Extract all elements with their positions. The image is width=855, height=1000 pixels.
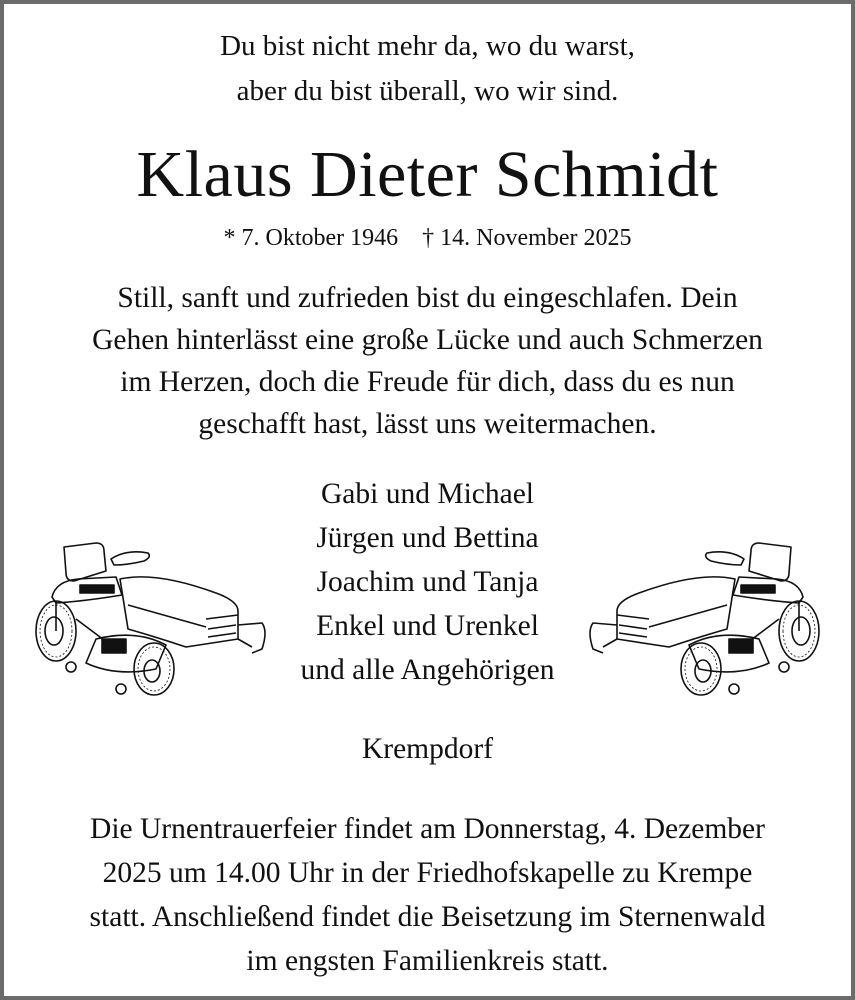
funeral-line-3: statt. Anschließend findet die Beisetzung im Sternenwald — [89, 901, 766, 933]
quote-line-2: aber du bist überall, wo wir sind. — [236, 75, 619, 107]
quote-line-1: Du bist nicht mehr da, wo du warst, — [220, 30, 635, 62]
life-dates — [4, 225, 851, 252]
funeral-line-2: 2025 um 14.00 Uhr in der Friedhofskapelle zu Krempe — [102, 857, 753, 889]
mourner-5: und alle Angehörigen — [300, 654, 555, 686]
lawn-tractor-icon — [16, 519, 266, 699]
message-line-2: Gehen hinterlässt eine große Lücke und auch Schmerzen — [92, 324, 763, 356]
funeral-line-1: Die Urnentrauerfeier findet am Donnerstag, 4. Dezember — [90, 813, 765, 845]
funeral-line-4: im engsten Familienkreis statt. — [246, 945, 609, 977]
message-line-3: im Herzen, doch die Freude für dich, dass du es nun — [120, 366, 735, 398]
deceased-name: Klaus Dieter Schmidt — [136, 138, 719, 211]
place: Krempdorf — [361, 733, 494, 765]
birth-date: * 7. Oktober 1946 — [223, 225, 399, 251]
lawn-tractor-icon — [589, 519, 839, 699]
message-line-4: geschafft hast, lässt uns weitermachen. — [198, 408, 657, 440]
mourner-4: Enkel und Urenkel — [316, 610, 539, 642]
message-line-1: Still, sanft und zufrieden bist du eingeschlafen. Dein — [117, 282, 738, 314]
mourner-1: Gabi und Michael — [321, 478, 534, 510]
death-date: † 14. November 2025 — [422, 225, 632, 251]
mourner-3: Joachim und Tanja — [316, 566, 539, 598]
mourner-2: Jürgen und Bettina — [316, 522, 539, 554]
